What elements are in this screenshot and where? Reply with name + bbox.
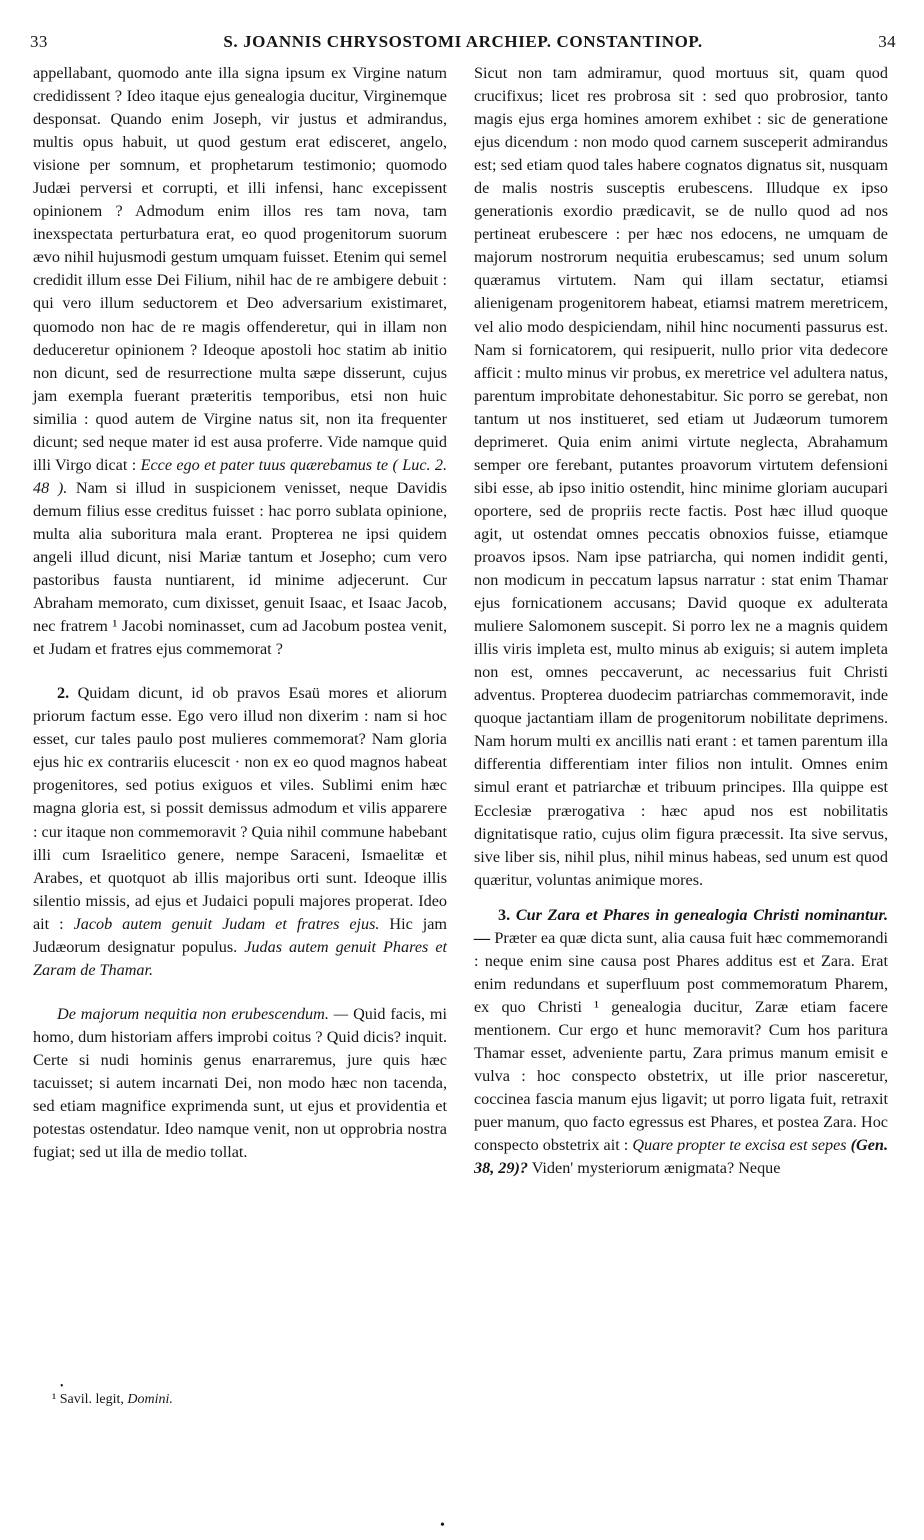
scripture-reference: (Gen. 38, 29)? <box>474 1136 888 1178</box>
paragraph-text: Præter ea quæ dicta sunt, alia causa fuit hæc commemorandi : neque enim sine causa post Phares additus est et Zara. Erat enim redundans et superfluum post commemoratum Pharem, ex quo Christi ¹ genealogia ducitur, Zaræ etiam facere mentionem. Cur ergo et hunc memoravit? Cum hos paritura Thamar esset, adveniente partu, Zara primus manum emisit e vulva : hoc conspecto obstetrix, ut ille prior nasceretur, coccinea fascia manum ejus ligavit; ut porro ligata fuit, retraxit puer manum, quo facto egressus est Phares, et postea Zara. Hoc conspecto obstetrix ait : <box>474 928 888 1155</box>
scripture-quote: Jacob autem genuit Judam et fratres ejus. <box>73 914 380 933</box>
footnote-word: Domini. <box>127 1392 173 1407</box>
paragraph-text: Sicut non tam admiramur, quod mortuus sit, quam quod crucifixus; licet res probrosa sit : sed quo probrosior, tanto magis ejus erga homines amorem exhibet : sic de generatione ejus dicendum : non modo quod carnem susceperit admirandus est; sed etiam quod tales habere cognatos dignatus sit, nusquam de malis nostris susceptis erubescens. Illudque ex ipso generationis exordio prædicavit, se de nullo quod ad nos pertineat erubescere : per hæc nos edocens, ne umquam de majorum nostrorum nequitia erubescamus; sed unum solum quæramus virtutem. Nam qui illam sectatur, etiamsi alienigenam progenitorem habeat, etiamsi matrem meretricem, vel alio modo despiciendam, nihil hinc nocumenti passurus est. Nam si fornicatorem, qui resipuerit, nullo prior vita dedecore afficit : multo minus vir probus, ex meretrice vel adultera natus, parentum improbitate dehonestabitur. Sic porro se gerebat, non tantum ut nos institueret, sed etiam ut Judæorum tumorem deprimeret. Quia enim animi virtute neglecta, Abrahamum semper ore ferebant, putantes proavorum virtutem defensioni sibi esse, ab ipso initio ostendit, hinc minime gloriam aucupari oportere, sed de propriis recte factis. Post hæc illud quoque agit, ut ostendat omnes peccatis obnoxios fuisse, etiamque proavos ipsos. Nam ipse patriarcha, qui nomen indidit genti, non modicum in peccatum lapsus narratur : stat enim Thamar ejus fornicationem accusans; David quoque ex adulterata muliere Salomonem suscepit. Si porro lex ne a magnis quidem illis viris impleta est, multo minus ab exiguis; si autem impleta non est, omnes peccaverunt, ac necessarius fuit Christi adventus. Propterea duodecim patriarchas commemoravit, inde quoque jactantiam illam de progenitorum nobilitate deprimens. Nam horum multi ex ancillis nati erant : et tamen parentum illa differentia differentiam inter filios non intulit. Omnes enim simul erant et patriarchæ et tribuum principes. Illa quippe est Ecclesiæ prærogativa : hæc apud nos est nobilitatis dignitatisque ratio, cujus olim figura præcessit. Ita sive servus, sive liber sis, nihil plus, nihil minus habeas, sed unum est quod quæritur, voluntas animique mores. <box>474 64 888 889</box>
paragraph <box>33 62 447 661</box>
left-column <box>33 62 447 1164</box>
bottom-mark: • <box>440 1518 445 1533</box>
section-title: Cur Zara et Phares in genealogia Christi nominantur. — <box>474 905 889 947</box>
section-spacer <box>474 892 888 904</box>
right-column <box>474 62 888 1180</box>
scripture-quote: Judas autem genuit Phares et Zaram de Thamar. <box>33 937 447 979</box>
paragraph <box>33 1003 447 1164</box>
section-number: 2. <box>57 684 70 703</box>
running-title: S. JOANNIS CHRYSOSTOMI ARCHIEP. CONSTANTINOP. <box>223 32 703 51</box>
paragraph-text: appellabant, quomodo ante illa signa ipsum ex Virgine natum credidissent ? Ideo itaque ejus genealogia ducitur, Virginemque desponsat. Quando enim Joseph, vir justus et admirandus, multis opus habuit, ut quod gestum erat edisceret, angelo, visione per somnum, et prophetarum testimonio; quomodo Judæi perversi et corrupti, et illi infensi, hanc excepissent opinionem ? Admodum enim illos res tam nova, tam inexspectata perturbatura erat, eo quod progenitorum suorum ævo nihil hujusmodi gestum umquam fuisset. Etenim qui semel credidit illum esse Dei Filium, nihil hac de re ambigere debuit : qui vero illum seductorem et Deo adversarium existimaret, quomodo non hac de re magis offenderetur, qui in illam non deduceretur opinionem ? Ideoque apostoli hoc statim ab initio non dicunt, sed de resurrectione multa sæpe disserunt, cujus jam exempla fuerant præteritis temporibus, etsi non huic similia : quod autem de Virgine natus sit, non ita frequenter dicunt; sed neque mater id est ausa proferre. Vide namque quid illi Virgo dicat : <box>33 64 447 474</box>
footnote-mark: ¹ <box>52 1392 57 1407</box>
section-number: 3. <box>498 905 511 924</box>
page-number-left: 33 <box>30 32 48 51</box>
page-number-right: 34 <box>878 32 896 51</box>
paragraph <box>474 62 888 892</box>
paragraph <box>33 682 447 982</box>
paragraph-text: Quidam dicunt, id ob pravos Esaü mores et aliorum priorum factum esse. Ego vero illud non dixerim : nam si hoc esset, cur tales paulo post mulieres commemorat? Nam gloria ejus hic ex contrariis elucescit · non ex eo quod magnos habeat progenitores, sed potius exiguos et viles. Sublimi enim hæc magna gloria est, si possit demissus admodum et vilis apparere : cur itaque non commemoravit ? Quia nihil commune habebant illi cum Israelitico genere, nempe Saraceni, Ismaelitæ et Arabes, et quotquot ab illis majoribus orti sunt. Ideoque illis silentio missis, ad ejus et Judaici populi majores properat. Ideo ait : <box>33 684 448 933</box>
paragraph-text: Hic jam Judæorum designatur populus. <box>33 914 447 956</box>
footnote <box>52 1391 173 1409</box>
paragraph-text: Viden' mysteriorum ænigmata? Neque <box>531 1159 781 1178</box>
section-title: De majorum nequitia non erubescendum. — <box>57 1004 349 1023</box>
bullet-mark: • <box>60 1381 64 1392</box>
scripture-quote: Quare propter te excisa est sepes <box>632 1136 847 1155</box>
footnote-text: Savil. legit, <box>59 1392 124 1407</box>
section-spacer <box>33 982 447 1003</box>
paragraph-text: Quid facis, mi homo, dum historiam affers improbi coitus ? Quid dicis? inquit. Certe si nudi hominis genus enarraremus, jure quis hæc tacuisset; si autem incarnati Dei, non modo hæc non tacenda, sed etiam magnifice exprimenda sunt, ut ejus et providentia et potestas ostendatur. Ideo namque venit, non ut opprobria nostra fugiat; sed ut illa de medio tollat. <box>33 1004 448 1162</box>
scripture-quote: Ecce ego et pater tuus quærebamus te <box>140 455 389 474</box>
section-spacer <box>33 661 447 682</box>
paragraph-text: Nam si illud in suspicionem venisset, neque Davidis demum filius esse creditus fuisset : hac porro sublata opinione, multa alia suboritura mala erant. Propterea ne ipsi quidem angeli illud dicunt, nisi Mariæ tantum et Josepho; cum vero pastoribus fausta nuntiarent, id minime adjecerunt. Cur Abraham memorato, cum dixisset, genuit Isaac, et Isaac Jacob, nec fratrem ¹ Jacobi nominasset, cum ad Jacobum postea venit, et Judam et fratres ejus commemorat ? <box>33 478 448 659</box>
running-header <box>30 32 896 56</box>
scripture-reference: ( Luc. 2. 48 ). <box>33 455 448 497</box>
paragraph <box>474 904 888 1181</box>
